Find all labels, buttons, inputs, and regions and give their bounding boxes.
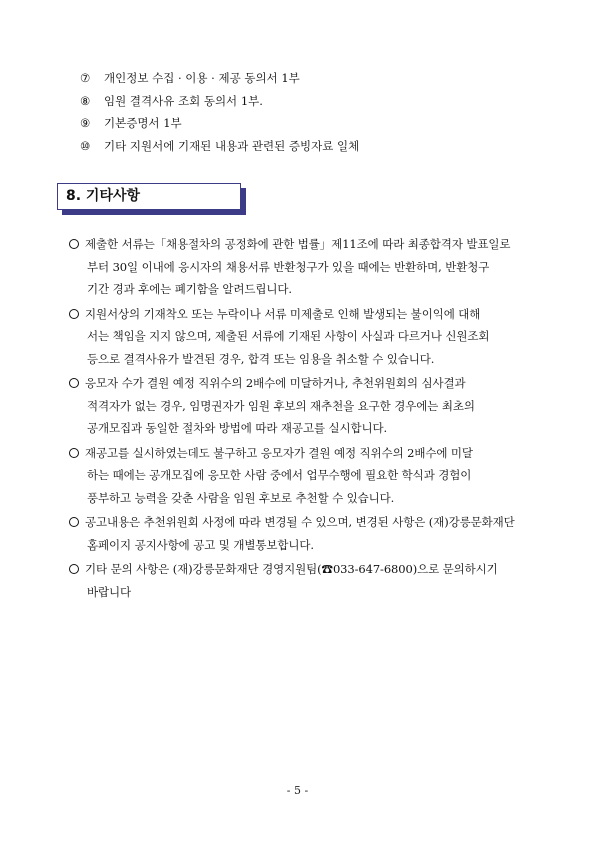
note-line: 부터 30일 이내에 응시자의 채용서류 반환청구가 있을 때에는 반환하며, 반환청구 <box>87 259 490 274</box>
section-header-box <box>57 183 241 210</box>
attachment-item <box>80 90 540 113</box>
note-line: 기간 경과 후에는 폐기함을 알려드립니다. <box>87 282 292 296</box>
attachment-marker: ⑧ <box>80 93 91 108</box>
circle-bullet-icon <box>69 442 85 510</box>
circle-bullet-icon <box>69 511 85 556</box>
note-paragraph <box>69 511 541 556</box>
attachment-list <box>80 67 540 157</box>
note-line: 바랍니다 <box>87 584 132 599</box>
note-line: 지원서상의 기재착오 또는 누락이나 서류 미제출로 인해 발생되는 불이익에 대해 <box>85 306 481 321</box>
note-line: 제출한 서류는「채용절차의 공정화에 관한 법률」제11조에 따라 최종합격자 발표일로 <box>85 237 511 251</box>
attachment-text: 기타 지원서에 기재된 내용과 관련된 증빙자료 일체 <box>104 138 360 153</box>
note-paragraph <box>69 372 541 440</box>
attachment-item <box>80 112 540 135</box>
circle-bullet-icon <box>69 303 85 371</box>
note-line: 풍부하고 능력을 갖춘 사람을 임원 후보로 추천할 수 있습니다. <box>87 490 395 505</box>
note-line: 기타 문의 사항은 (재)강릉문화재단 경영지원팀(☎033-647-6800)으로 문의하시기 <box>85 562 498 576</box>
section-title: 8. 기타사항 <box>66 188 141 204</box>
circle-bullet-icon <box>69 233 85 301</box>
note-line: 홈페이지 공지사항에 공고 및 개별통보합니다. <box>87 537 314 552</box>
note-line: 적격자가 없는 경우, 임명권자가 임원 후보의 재추천을 요구한 경우에는 최초의 <box>87 398 475 413</box>
attachment-text: 기본증명서 1부 <box>104 116 182 130</box>
attachment-marker: ⑦ <box>80 71 91 85</box>
note-paragraph <box>69 303 541 371</box>
page-number: - 5 - <box>286 784 309 797</box>
note-line: 공개모집과 동일한 절차와 방법에 따라 재공고를 실시합니다. <box>87 421 388 435</box>
note-line: 서는 책임을 지지 않으며, 제출된 서류에 기재된 사항이 사실과 다르거나 신원조회 <box>87 329 490 343</box>
note-line: 하는 때에는 공개모집에 응모한 사람 중에서 업무수행에 필요한 학식과 경험이 <box>87 468 472 482</box>
notes-list <box>69 233 541 605</box>
attachment-text: 개인정보 수집 · 이용 · 제공 동의서 1부 <box>104 71 300 85</box>
note-line: 공고내용은 추천위원회 사정에 따라 변경될 수 있으며, 변경된 사항은 (재)강릉문화재단 <box>85 515 515 529</box>
note-paragraph <box>69 442 541 510</box>
note-line: 등으로 결격사유가 발견된 경우, 합격 또는 임용을 취소할 수 있습니다. <box>87 351 435 366</box>
attachment-item <box>80 67 540 90</box>
note-line: 응모자 수가 결원 예정 직위수의 2배수에 미달하거나, 추천위원회의 심사결과 <box>85 376 466 390</box>
note-line: 재공고를 실시하였는데도 불구하고 응모자가 결원 예정 직위수의 2배수에 미달 <box>85 445 473 460</box>
note-paragraph <box>69 233 541 301</box>
attachment-text: 임원 결격사유 조회 동의서 1부. <box>104 93 263 108</box>
circle-bullet-icon <box>69 372 85 440</box>
note-paragraph <box>69 558 541 603</box>
attachment-item <box>80 135 540 158</box>
attachment-marker: ⑨ <box>80 116 91 130</box>
circle-bullet-icon <box>69 558 85 603</box>
attachment-marker: ⑩ <box>80 138 91 153</box>
